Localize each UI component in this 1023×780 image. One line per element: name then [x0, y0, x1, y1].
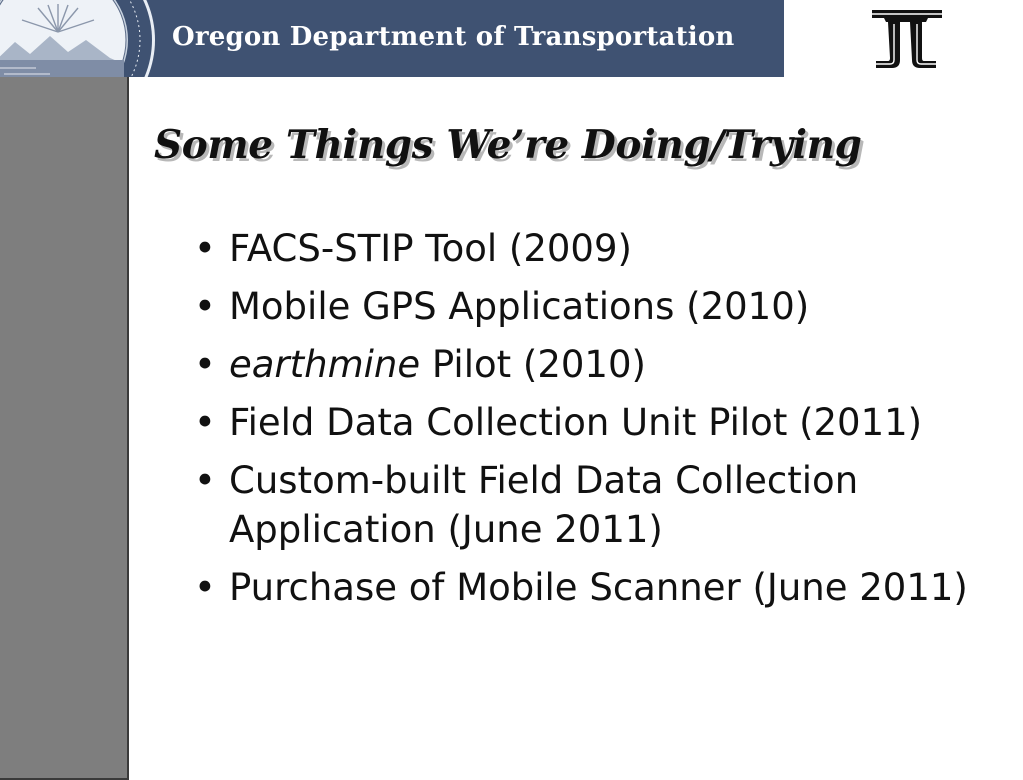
list-item — [192, 563, 982, 612]
oregon-state-seal-icon — [0, 0, 156, 77]
bullet-dot: • — [194, 566, 216, 609]
bullet-dot: • — [194, 459, 216, 502]
list-item-text: FACS-STIP Tool (2009) — [229, 227, 632, 270]
list-item-italic-text: earthmine — [229, 343, 421, 386]
agency-name: Oregon Department of Transportation — [172, 22, 735, 52]
list-item — [192, 224, 982, 273]
list-item — [192, 398, 982, 447]
odot-logo-icon — [866, 4, 946, 72]
list-item — [192, 456, 982, 554]
list-item-text: Custom-built Field Data Collection Application (June 2011) — [229, 459, 859, 551]
list-item — [192, 340, 982, 389]
bullet-dot: • — [194, 343, 216, 386]
left-sidebar — [0, 77, 129, 780]
list-item — [192, 282, 982, 331]
bullet-dot: • — [194, 401, 216, 444]
bullet-dot: • — [194, 285, 216, 328]
list-item-text: Field Data Collection Unit Pilot (2011) — [229, 401, 923, 444]
list-item-text: Mobile GPS Applications (2010) — [229, 285, 810, 328]
bullet-dot: • — [194, 227, 216, 270]
list-item-text: Pilot (2010) — [420, 343, 646, 386]
list-item-text: Purchase of Mobile Scanner (June 2011) — [229, 566, 968, 609]
header-band — [0, 0, 784, 77]
slide-title: Some Things We’re Doing/Trying — [154, 122, 862, 168]
bullet-list — [192, 224, 982, 621]
